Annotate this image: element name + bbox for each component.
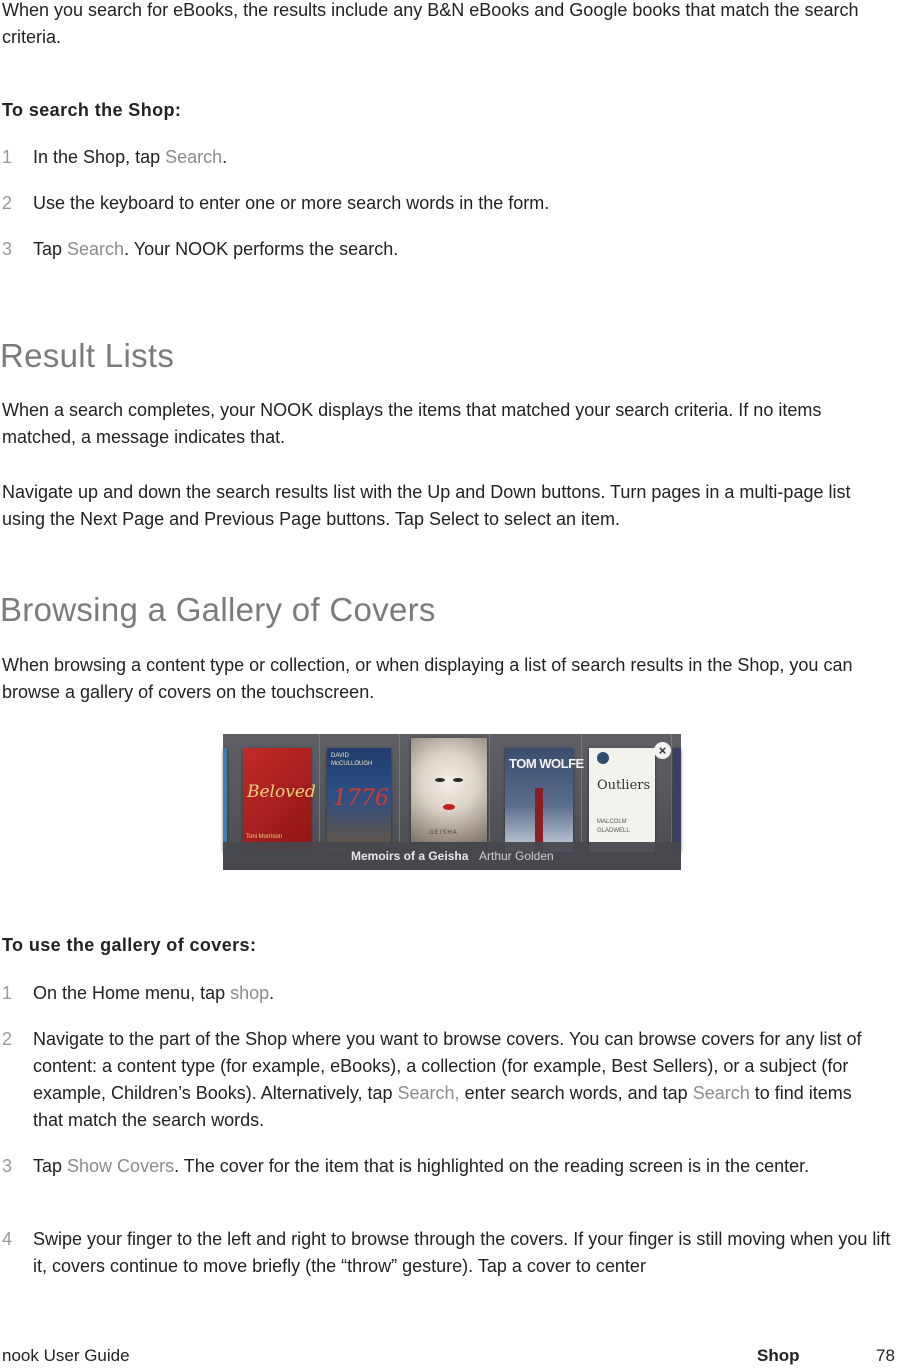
step-number: 4 (2, 1229, 13, 1249)
result-lists-paragraph-1: When a search completes, your NOOK displays the items that matched your search criteria. If no items matched, a message indicates that. (2, 400, 822, 447)
footer-guide-title: nook User Guide (2, 1346, 130, 1365)
step-number: 3 (2, 239, 13, 259)
cover-partial-right[interactable] (673, 748, 681, 852)
step-number: 3 (2, 1156, 13, 1176)
gallery-heading: Browsing a Gallery of Covers (0, 591, 436, 628)
shop-link[interactable]: shop (230, 983, 270, 1003)
search-link[interactable]: Search (67, 239, 125, 259)
step-number: 2 (2, 193, 13, 213)
cover-dots-icon (597, 752, 609, 764)
cover-memoirs-of-a-geisha[interactable]: GEISHA (411, 738, 487, 842)
search-step-2: 2 Use the keyboard to enter one or more search words in the form. (2, 190, 897, 217)
geisha-eye-icon (453, 778, 463, 782)
gallery-step-2: 2 Navigate to the part of the Shop where you want to browse covers. You can browse covers for any list of content: a content type (for example, eBooks), a collection (for example, Best Sellers), or a subject (for example, Children’s Books). Alternatively, tap Search, enter search words, and tap Search to find items that match the search words. (2, 1026, 897, 1134)
cover-tom-wolfe[interactable]: TOM WOLFE (505, 748, 573, 852)
search-step-1: 1 In the Shop, tap Search. (2, 144, 897, 171)
footer-section: Shop (757, 1346, 800, 1365)
gallery-step-1: 1 On the Home menu, tap shop. (2, 980, 897, 1007)
result-lists-paragraph-2: Navigate up and down the search results list with the Up and Down buttons. Turn pages in a multi-page list using the Next Page and Previous Page buttons. Tap Select to select an item. (2, 482, 851, 529)
search-shop-heading: To search the Shop: (2, 100, 182, 120)
geisha-eye-icon (435, 778, 445, 782)
cover-outliers[interactable]: Outliers MALCOLM GLADWELL (589, 748, 655, 852)
close-icon[interactable]: × (654, 742, 671, 759)
step-number: 1 (2, 147, 13, 167)
step-number: 1 (2, 983, 13, 1003)
search-link[interactable]: Search (692, 1083, 750, 1103)
caption-author: Arthur Golden (479, 849, 554, 863)
step-number: 2 (2, 1029, 13, 1049)
cover-1776[interactable]: DAVID McCULLOUGH 1776 (327, 748, 391, 852)
search-link[interactable]: Search (165, 147, 223, 167)
result-lists-heading: Result Lists (0, 337, 175, 374)
caption-title: Memoirs of a Geisha (351, 849, 469, 863)
show-covers-link[interactable]: Show Covers (67, 1156, 175, 1176)
cover-beloved[interactable]: Beloved Toni Morrison (243, 748, 311, 852)
gallery-step-4: 4 Swipe your finger to the left and right to browse through the covers. If your finger is still moving when you lift it, covers continue to move briefly (the “throw” gesture). Tap a cover to center (2, 1226, 897, 1280)
cover-partial-left[interactable] (223, 748, 227, 852)
gallery-paragraph: When browsing a content type or collection, or when displaying a list of search results in the Shop, you can browse a gallery of covers on the touchscreen. (2, 655, 853, 702)
gallery-step-3: 3 Tap Show Covers. The cover for the item that is highlighted on the reading screen is in the center. (2, 1153, 897, 1180)
search-step-3: 3 Tap Search. Your NOOK performs the search. (2, 236, 897, 263)
cover-gallery[interactable] (223, 734, 681, 870)
footer-page-number: 78 (876, 1346, 895, 1365)
intro-paragraph: When you search for eBooks, the results include any B&N eBooks and Google books that match the search criteria. (2, 0, 859, 47)
gallery-caption-bar (223, 842, 681, 870)
search-link[interactable]: Search, (397, 1083, 460, 1103)
use-gallery-heading: To use the gallery of covers: (2, 935, 257, 955)
geisha-lips-icon (443, 804, 455, 810)
